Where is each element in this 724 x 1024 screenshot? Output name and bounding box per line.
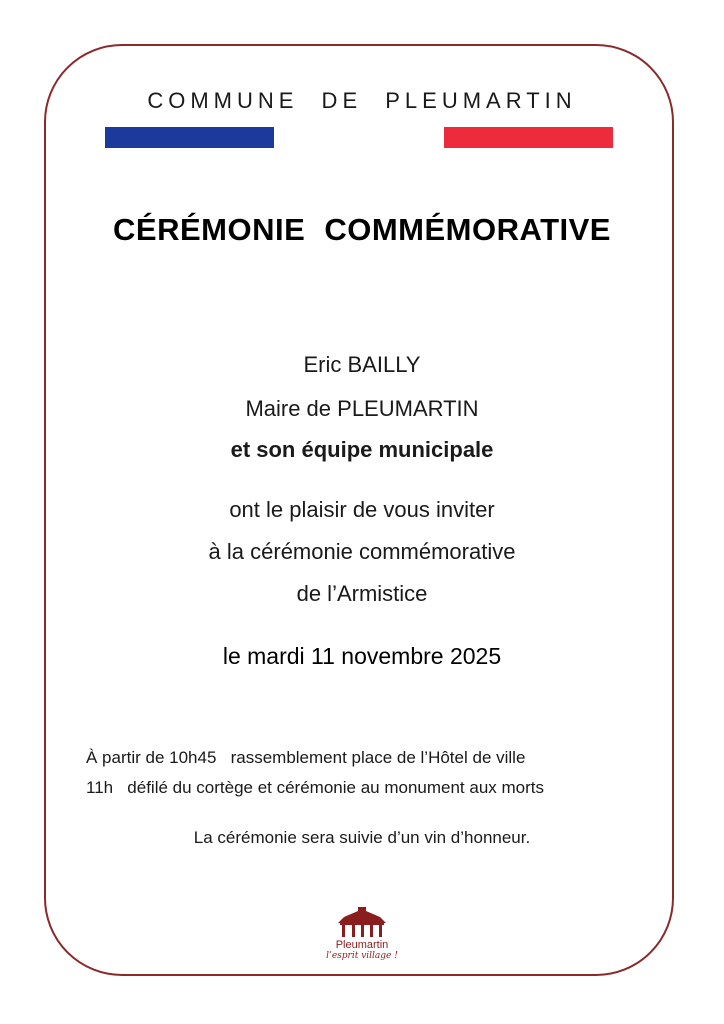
pleumartin-logo xyxy=(322,906,402,968)
schedule-time: À partir de 10h45 xyxy=(86,748,217,767)
mayor-name: Eric BAILLY xyxy=(303,352,421,377)
ceremony-date: le mardi 11 novembre 2025 xyxy=(222,643,502,669)
schedule-item xyxy=(86,748,525,768)
closing-note: La cérémonie sera suivie d’un vin d’honneur. xyxy=(193,828,531,847)
flag-blue-bar xyxy=(105,127,274,148)
logo-tagline: l’esprit village ! xyxy=(326,951,398,961)
invitation-line-1: ont le plaisir de vous inviter xyxy=(229,497,495,522)
invitation-line-2: à la cérémonie commémorative xyxy=(208,539,516,564)
municipal-team: et son équipe municipale xyxy=(230,437,494,462)
schedule-item xyxy=(86,778,544,798)
invitation-line-3: de l’Armistice xyxy=(296,581,428,606)
schedule-event: rassemblement place de l’Hôtel de ville xyxy=(230,748,526,767)
logo-name: Pleumartin xyxy=(335,939,389,951)
schedule-event: défilé du cortège et cérémonie au monument aux morts xyxy=(127,778,545,797)
flag-red-bar xyxy=(444,127,613,148)
schedule-time: 11h xyxy=(86,778,114,797)
ceremony-title: CÉRÉMONIE COMMÉMORATIVE xyxy=(113,212,611,247)
market-hall-icon xyxy=(336,906,388,938)
mayor-role: Maire de PLEUMARTIN xyxy=(245,396,479,421)
commune-header: COMMUNE DE PLEUMARTIN xyxy=(147,88,577,113)
